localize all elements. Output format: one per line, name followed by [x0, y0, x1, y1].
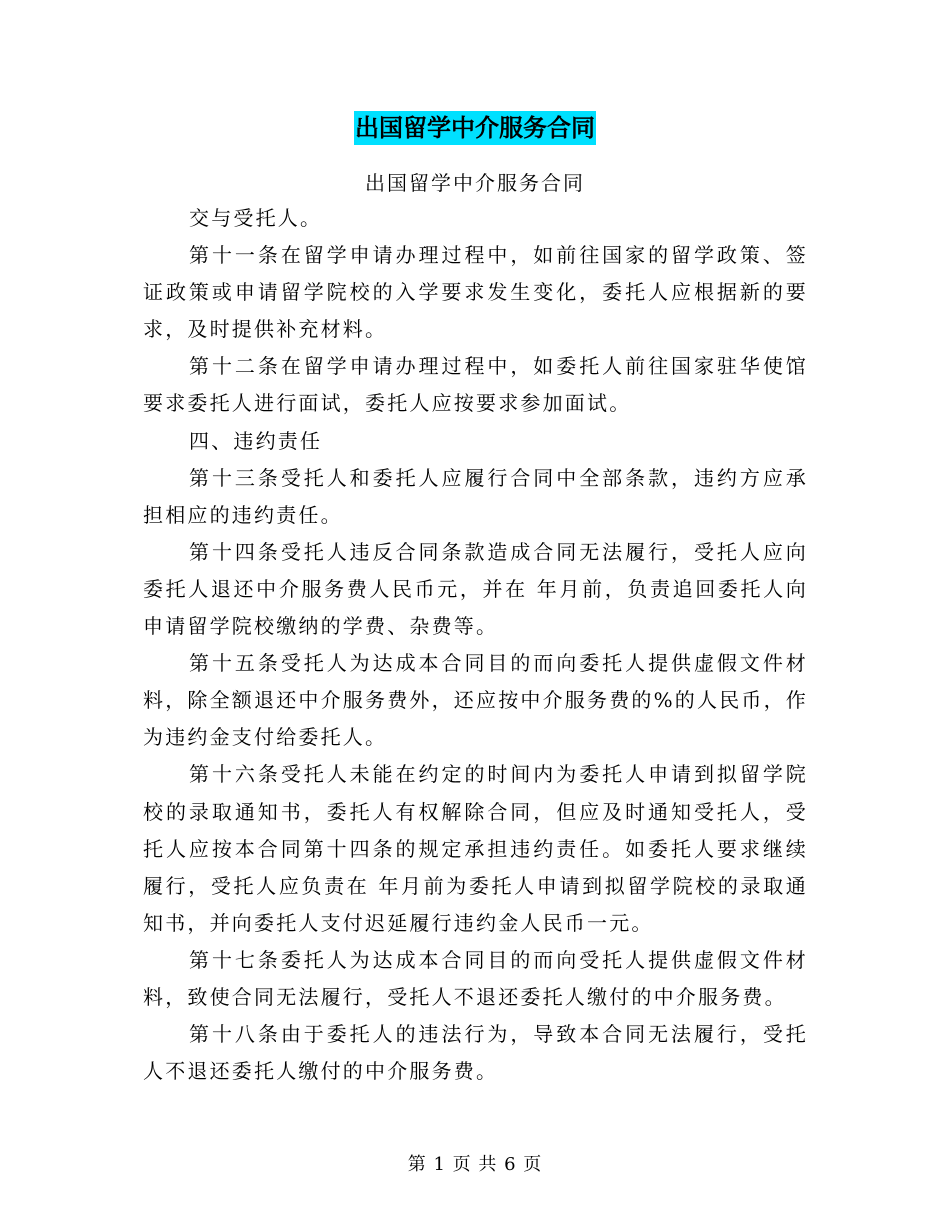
paragraph: 第十八条由于委托人的违法行为，导致本合同无法履行，受托人不退还委托人缴付的中介服务费。: [143, 1022, 808, 1084]
paragraph: 第十六条受托人未能在约定的时间内为委托人申请到拟留学院校的录取通知书，委托人有权解除合同，但应及时通知受托人，受托人应按本合同第十四条的规定承担违约责任。如委托人要求继续履行，受托人应负责在 年月前为委托人申请到拟留学院校的录取通知书，并向委托人支付迟延履行违约金人民币一元。: [143, 762, 808, 935]
document-body: [143, 200, 808, 1090]
document-subtitle: 出国留学中介服务合同: [365, 171, 585, 195]
document-title: 出国留学中介服务合同: [354, 111, 596, 145]
paragraph: 交与受托人。: [189, 206, 323, 230]
paragraph: 第十一条在留学申请办理过程中，如前往国家的留学政策、签证政策或申请留学院校的入学要求发生变化，委托人应根据新的要求，及时提供补充材料。: [143, 243, 808, 342]
section-heading: 四、违约责任: [189, 428, 323, 453]
paragraph: 第十五条受托人为达成本合同目的而向委托人提供虚假文件材料，除全额退还中介服务费外，还应按中介服务费的%的人民币，作为违约金支付给委托人。: [143, 651, 809, 750]
paragraph: 第十四条受托人违反合同条款造成合同无法履行，受托人应向委托人退还中介服务费人民币元，并在 年月前，负责追回委托人向申请留学院校缴纳的学费、杂费等。: [143, 539, 808, 639]
paragraph: 第十二条在留学申请办理过程中，如委托人前往国家驻华使馆要求委托人进行面试，委托人应按要求参加面试。: [143, 354, 808, 416]
title-container: [0, 111, 950, 145]
page-footer: 第 1 页 共 6 页: [407, 1154, 543, 1175]
paragraph: 第十三条受托人和委托人应履行合同中全部条款，违约方应承担相应的违约责任。: [143, 465, 808, 527]
paragraph: 第十七条委托人为达成本合同目的而向受托人提供虚假文件材料，致使合同无法履行，受托人不退还委托人缴付的中介服务费。: [143, 947, 808, 1009]
